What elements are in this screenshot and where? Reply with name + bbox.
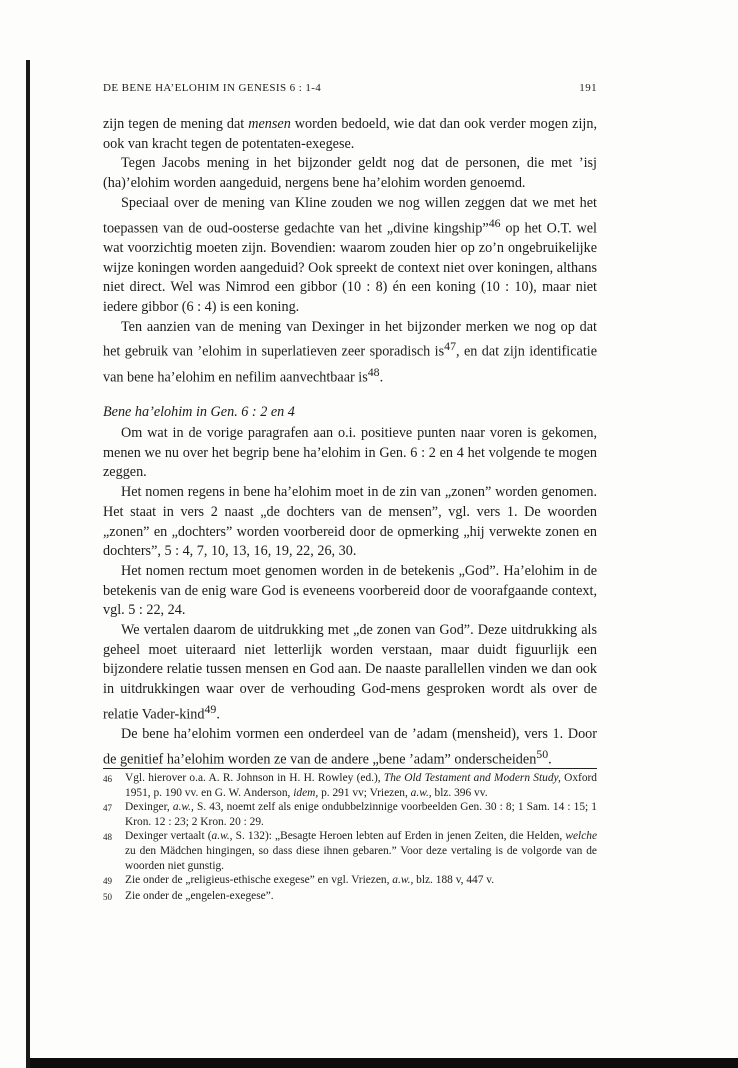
paragraph: Het nomen rectum moet genomen worden in de betekenis „God”. Ha’elohim in de betekenis van de enig ware God is eveneens voorbereid door de voorafgaande context, vgl. 5 : 22, 24. [103,562,597,619]
page-number: 191 [579,82,597,94]
paragraph: Ten aanzien van de mening van Dexinger in het bijzonder merken we nog op dat het gebruik van ’elohim in superlatieven zeer sporadisch $is^{47}$, en dat zijn identificatie van bene ha’elohim en nefilim aanvechtbaar $is^{48}$. [103,318,597,386]
section-subheading: Bene ha’elohim in Gen. 6 : 2 en 4 [103,404,295,421]
paragraph: Het nomen regens in bene ha’elohim moet in de zin van „zonen” worden genomen. Het staat in vers 2 naast „de dochters van de mensen”, vgl. vers 1. De woorden „zonen” en „dochters” worden voorbereid door de opmerking „hij verwekte zonen en dochters”, 5 : 4, 7, 10, 13, 16, 19, 22, 26, 30. [103,484,597,560]
footnote-number: 49 [103,876,112,887]
footnote-number: 50 [103,891,112,902]
body-text [103,115,597,770]
footnote-ref: 50 [536,747,549,762]
footnote-text: Zie onder de „religieus-ethische exegese” en vgl. Vriezen, a.w., blz. 188 v, 447 v. [125,874,495,887]
footnote [103,771,597,800]
emphasis: mensen [248,116,291,132]
footnote-text: Zie onder de „engelen-exegese”. [125,889,274,902]
footnote-text: Dexinger vertaalt (a.w., S. 132): „Besagte Heroen lebten auf Erden in jenen Zeiten, die Helden, welche zu den Mädchen hingingen, so dass diese ihnen gebaren.” Voor deze vertaling is de volgorde van de woorden niet gunstig. [125,830,597,872]
footnote [103,829,597,873]
footnote-number: 46 [103,774,112,784]
footnote [103,800,597,829]
footnote-number: 47 [103,803,112,814]
paragraph: We vertalen daarom de uitdrukking met „de zonen van God”. Deze uitdrukking als geheel moet uiteraard niet letterlijk worden verstaan, maar duidt figuurlijk een bijzondere relatie tussen mensen en God aan. De naaste parallellen vinden we dan ook in uitdrukkingen waar over de verhouding God-mens gesproken wordt als over de relatie Vader-kind$^{49}$. [103,622,597,723]
footnotes [103,768,597,904]
paragraph: Speciaal over de mening van Kline zouden we nog willen zeggen dat we met het toepassen van de oud-oosterse gedachte van het „divine kingship”$^{46}$ op het O.T. wel wat voorzichtig moeten zijn. Bovendien: waarom zouden hier op zo’n ongebruikelijke wijze koningen worden aangeduid? Ook spreekt de context niet over koningen, althans niet direct. Wel was Nimrod een gibbor (10 : 8) én een koning (10 : 10), maar niet iedere gibbor (6 : 4) is een koning. [103,194,597,316]
running-title: DE BENE HA’ELOHIM IN GENESIS 6 : 1-4 [103,82,322,94]
footnote-number: 48 [103,832,112,843]
footnote-ref: 47 [444,339,456,354]
footnote [103,889,597,905]
footnote-ref: 48 [367,364,380,379]
paragraph: De bene ha’elohim vormen een onderdeel van de ’adam (mensheid), vers 1. Door de genitief ha’elohim worden ze van de andere „bene ’adam” onderscheiden$^{50}$. [103,726,597,768]
footnote-text: Dexinger, a.w., S. 43, noemt zelf als enige ondubbelzinnige voorbeelden Gen. 30 : 8; 1 Sam. 14 : 15; 1 Kron. 12 : 23; 2 Kron. 20 : 29. [125,801,597,828]
footnote [103,873,597,889]
footnote-ref: 49 [204,701,217,716]
page-edge-shadow [26,60,30,1068]
footnote-ref: 46 [488,215,501,230]
footnote-text: Vgl. hierover o.a. A. R. Johnson in H. H. Rowley (ed.), The Old Testament and Modern Study, Oxford 1951, p. 190 vv. en G. W. Anderson, idem, p. 291 vv; Vriezen, a.w., blz. 396 vv. [125,772,598,799]
paragraph: Tegen Jacobs mening in het bijzonder geldt nog dat de personen, die met ’isj (ha)’elohim worden aangeduid, nergens bene ha’elohim worden genoemd. [103,155,597,192]
page-bottom-shadow [30,1058,738,1068]
paragraph: zijn tegen de mening dat mensen worden bedoeld, wie dat dan ook verder mogen zijn, ook van kracht tegen de potentaten-exegese. [103,116,597,152]
paragraph: Om wat in de vorige paragrafen aan o.i. positieve punten naar voren is gekomen, menen we nu over het begrip bene ha’elohim in Gen. 6 : 2 en 4 het volgende te mogen zeggen. [103,425,597,481]
